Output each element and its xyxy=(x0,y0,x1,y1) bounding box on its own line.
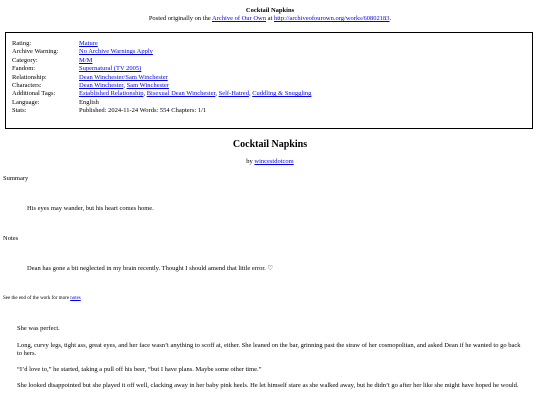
header-work-title: Cocktail Napkins xyxy=(245,7,295,14)
meta-relationship: Relationship: Dean Winchester/Sam Winchester xyxy=(12,73,168,81)
story-paragraph: Long, curvy legs, tight ass, great eyes, and her face wasn’t anything to scoff at, either. She leaned on the bar, grinning past the straw of her cosmopolitan, and asked Dean if he wanted to go back to hers. xyxy=(17,342,521,358)
story-paragraph: She was perfect. xyxy=(17,325,60,332)
relationship-link[interactable]: Dean Winchester/Sam Winchester xyxy=(79,73,168,81)
archive-link[interactable]: Archive of Our Own xyxy=(212,15,266,23)
character-link[interactable]: Dean Winchester xyxy=(79,81,124,89)
notes-label: Notes xyxy=(3,235,19,242)
tag-link[interactable]: Bisexual Dean Winchester xyxy=(146,90,216,98)
fandom-link[interactable]: Supernatural (TV 2005) xyxy=(79,65,142,73)
meta-stats: Stats: Published: 2024-11-24 Words: 554 Chapters: 1/1 xyxy=(12,107,207,115)
meta-warning: Archive Warning: No Archive Warnings Apply xyxy=(12,48,153,56)
end-notes-pointer: See the end of the work for more notes xyxy=(3,296,81,301)
warning-link[interactable]: No Archive Warnings Apply xyxy=(79,48,153,56)
rating-link[interactable]: Mature xyxy=(79,40,98,47)
meta-category: Category: M/M xyxy=(12,56,93,64)
character-link[interactable]: Sam Winchester xyxy=(126,81,169,89)
author-link[interactable]: wincestdotcom xyxy=(254,158,294,165)
export-header xyxy=(0,0,540,23)
end-notes-link[interactable]: notes xyxy=(70,296,81,301)
work-title: Cocktail Napkins xyxy=(232,139,308,150)
category-link[interactable]: M/M xyxy=(79,56,93,64)
stats-value: Published: 2024-11-24 Words: 554 Chapters: 1/1 xyxy=(79,107,207,115)
story-paragraph: She looked disappointed but she played it off well, clacking away in her baby pink heels. He let himself stare as she walked away, but he didn’t go after her like she might have hoped he would. xyxy=(17,382,519,389)
byline: by wincestdotcom xyxy=(246,158,294,165)
posted-line: Posted originally on the Archive of Our Own at http://archiveofourown.org/works/60802183. xyxy=(148,15,392,23)
meta-fandom: Fandom: Supernatural (TV 2005) xyxy=(12,65,142,73)
meta-rating: Rating: Mature xyxy=(12,40,98,47)
language-value: English xyxy=(79,98,99,106)
meta-tags: Additional Tags: Established Relationship, Bisexual Dean Winchester, Self-Hatred, Cuddling & Snuggling xyxy=(12,90,312,98)
story-paragraph: “I’d love to,” he started, taking a pull off his beer, “but I have plans. Maybe some other time.” xyxy=(17,366,262,373)
work-url-link[interactable]: http://archiveofourown.org/works/60802183 xyxy=(273,15,390,23)
tag-link[interactable]: Cuddling & Snuggling xyxy=(252,90,312,98)
work-metadata-box xyxy=(5,32,533,129)
notes-text: Dean has gone a bit neglected in my brain recently. Thought I should amend that little error. ♡ xyxy=(27,265,274,272)
summary-text: His eyes may wander, but his heart comes home. xyxy=(27,205,154,212)
meta-characters: Characters: Dean Winchester, Sam Winchester xyxy=(12,81,169,89)
summary-label: Summary xyxy=(3,175,29,182)
meta-language: Language: English xyxy=(12,98,99,106)
tag-link[interactable]: Self-Hatred xyxy=(218,90,249,98)
tag-link[interactable]: Established Relationship xyxy=(79,90,144,98)
